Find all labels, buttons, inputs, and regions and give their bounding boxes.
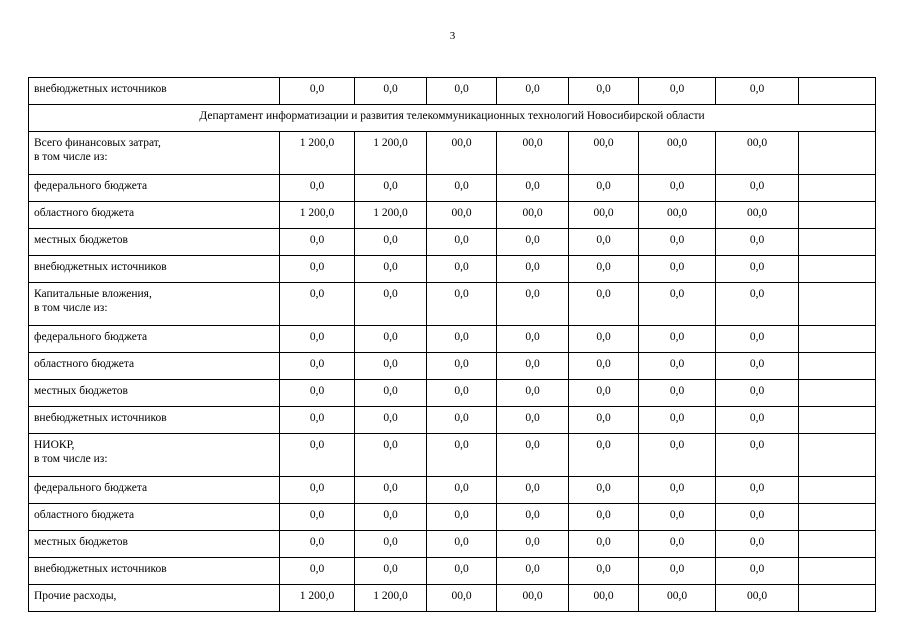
row-label — [29, 407, 280, 434]
value-cell: 0,0 — [639, 353, 716, 380]
row-label-line: федерального бюджета — [34, 482, 148, 494]
value-cell: 1 200,0 — [280, 132, 355, 175]
table-row — [29, 477, 876, 504]
value-cell: 0,0 — [427, 434, 497, 477]
value-cell: 0,0 — [497, 558, 569, 585]
row-label — [29, 504, 280, 531]
value-cell: 0,0 — [569, 477, 639, 504]
value-cell: 0,0 — [569, 531, 639, 558]
value-cell: 1 200,0 — [355, 585, 427, 612]
value-cell: 0,0 — [569, 326, 639, 353]
empty-cell — [799, 585, 876, 612]
value-cell: 0,0 — [497, 175, 569, 202]
empty-cell — [799, 353, 876, 380]
value-cell: 0,0 — [716, 504, 799, 531]
value-cell: 0,0 — [639, 78, 716, 105]
value-cell: 0,0 — [355, 434, 427, 477]
value-cell: 0,0 — [716, 434, 799, 477]
value-cell: 0,0 — [355, 326, 427, 353]
row-label — [29, 558, 280, 585]
value-cell: 0,0 — [355, 229, 427, 256]
row-label-line: местных бюджетов — [34, 385, 128, 397]
value-cell: 0,0 — [716, 229, 799, 256]
value-cell: 0,0 — [355, 558, 427, 585]
table-row — [29, 229, 876, 256]
value-cell: 1 200,0 — [280, 585, 355, 612]
value-cell: 0,0 — [639, 434, 716, 477]
table-row — [29, 434, 876, 477]
value-cell: 0,0 — [355, 175, 427, 202]
value-cell: 0,0 — [497, 326, 569, 353]
value-cell: 0,0 — [497, 477, 569, 504]
value-cell: 0,0 — [716, 558, 799, 585]
value-cell: 0,0 — [355, 477, 427, 504]
value-cell: 0,0 — [355, 283, 427, 326]
value-cell: 0,0 — [497, 283, 569, 326]
value-cell: 0,0 — [497, 229, 569, 256]
value-cell: 0,0 — [280, 229, 355, 256]
table-row — [29, 504, 876, 531]
value-cell: 0,0 — [497, 531, 569, 558]
value-cell: 0,0 — [569, 78, 639, 105]
value-cell: 0,0 — [427, 558, 497, 585]
value-cell: 00,0 — [427, 132, 497, 175]
row-label — [29, 256, 280, 283]
value-cell: 0,0 — [280, 531, 355, 558]
value-cell: 0,0 — [427, 229, 497, 256]
value-cell: 0,0 — [639, 175, 716, 202]
empty-cell — [799, 229, 876, 256]
value-cell: 0,0 — [427, 504, 497, 531]
table-row — [29, 175, 876, 202]
value-cell: 1 200,0 — [280, 202, 355, 229]
value-cell: 0,0 — [639, 229, 716, 256]
empty-cell — [799, 477, 876, 504]
value-cell: 0,0 — [569, 558, 639, 585]
empty-cell — [799, 531, 876, 558]
value-cell: 0,0 — [716, 353, 799, 380]
value-cell: 00,0 — [569, 202, 639, 229]
value-cell: 0,0 — [569, 407, 639, 434]
empty-cell — [799, 407, 876, 434]
value-cell: 0,0 — [716, 175, 799, 202]
row-label — [29, 283, 280, 326]
empty-cell — [799, 283, 876, 326]
value-cell: 0,0 — [639, 283, 716, 326]
value-cell: 0,0 — [427, 380, 497, 407]
row-label-line: местных бюджетов — [34, 234, 128, 246]
value-cell: 0,0 — [497, 78, 569, 105]
row-label — [29, 585, 280, 612]
table-row — [29, 326, 876, 353]
row-label-line: в том числе из: — [34, 453, 108, 465]
table-row — [29, 558, 876, 585]
row-label-line: федерального бюджета — [34, 331, 148, 343]
row-label-line: Всего финансовых затрат, — [34, 137, 161, 149]
value-cell: 0,0 — [427, 175, 497, 202]
row-label-line: в том числе из: — [34, 302, 108, 314]
value-cell: 00,0 — [639, 132, 716, 175]
value-cell: 0,0 — [280, 78, 355, 105]
value-cell: 0,0 — [355, 407, 427, 434]
value-cell: 0,0 — [280, 434, 355, 477]
value-cell: 00,0 — [427, 202, 497, 229]
table-row — [29, 256, 876, 283]
value-cell: 0,0 — [280, 504, 355, 531]
value-cell: 0,0 — [280, 558, 355, 585]
value-cell: 00,0 — [639, 585, 716, 612]
value-cell: 0,0 — [716, 407, 799, 434]
row-label-line: внебюджетных источников — [34, 412, 167, 424]
value-cell: 0,0 — [497, 380, 569, 407]
table-row — [29, 283, 876, 326]
value-cell: 0,0 — [427, 283, 497, 326]
row-label-line: Прочие расходы, — [34, 590, 117, 602]
empty-cell — [799, 132, 876, 175]
section-header: Департамент информатизации и развития телекоммуникационных технологий Новосибирской области — [29, 105, 876, 132]
value-cell: 0,0 — [280, 283, 355, 326]
value-cell: 00,0 — [427, 585, 497, 612]
value-cell: 0,0 — [497, 353, 569, 380]
value-cell: 00,0 — [569, 132, 639, 175]
row-label-line: местных бюджетов — [34, 536, 128, 548]
page-number: 3 — [449, 30, 456, 42]
value-cell: 0,0 — [569, 380, 639, 407]
value-cell: 0,0 — [716, 326, 799, 353]
value-cell: 0,0 — [716, 477, 799, 504]
value-cell: 00,0 — [716, 132, 799, 175]
value-cell: 0,0 — [569, 434, 639, 477]
value-cell: 0,0 — [427, 326, 497, 353]
table-row — [29, 531, 876, 558]
table-row — [29, 132, 876, 175]
value-cell: 0,0 — [280, 175, 355, 202]
value-cell: 0,0 — [355, 531, 427, 558]
row-label-line: внебюджетных источников — [34, 563, 167, 575]
value-cell: 0,0 — [639, 558, 716, 585]
value-cell: 0,0 — [280, 407, 355, 434]
table-row — [29, 407, 876, 434]
row-label — [29, 531, 280, 558]
value-cell: 0,0 — [427, 353, 497, 380]
row-label — [29, 175, 280, 202]
value-cell: 00,0 — [497, 132, 569, 175]
row-label — [29, 132, 280, 175]
value-cell: 00,0 — [497, 585, 569, 612]
value-cell: 0,0 — [569, 256, 639, 283]
value-cell: 0,0 — [497, 504, 569, 531]
empty-cell — [799, 434, 876, 477]
table-row — [29, 353, 876, 380]
row-label — [29, 477, 280, 504]
row-label-line: областного бюджета — [34, 358, 135, 370]
value-cell: 0,0 — [497, 407, 569, 434]
table-body — [29, 78, 876, 612]
empty-cell — [799, 256, 876, 283]
value-cell: 0,0 — [427, 78, 497, 105]
financing-table — [28, 77, 876, 612]
row-label — [29, 380, 280, 407]
value-cell: 1 200,0 — [355, 132, 427, 175]
table-row — [29, 78, 876, 105]
row-label — [29, 78, 280, 105]
empty-cell — [799, 78, 876, 105]
row-label — [29, 229, 280, 256]
row-label — [29, 353, 280, 380]
value-cell: 0,0 — [639, 504, 716, 531]
value-cell: 0,0 — [569, 175, 639, 202]
value-cell: 0,0 — [716, 283, 799, 326]
value-cell: 0,0 — [639, 256, 716, 283]
value-cell: 00,0 — [639, 202, 716, 229]
value-cell: 0,0 — [427, 531, 497, 558]
value-cell: 0,0 — [280, 380, 355, 407]
row-label — [29, 326, 280, 353]
table-row — [29, 585, 876, 612]
value-cell: 0,0 — [569, 504, 639, 531]
row-label-line: федерального бюджета — [34, 180, 148, 192]
value-cell: 0,0 — [716, 256, 799, 283]
empty-cell — [799, 504, 876, 531]
value-cell: 0,0 — [639, 380, 716, 407]
value-cell: 0,0 — [280, 477, 355, 504]
value-cell: 0,0 — [280, 326, 355, 353]
value-cell: 0,0 — [355, 256, 427, 283]
value-cell: 00,0 — [569, 585, 639, 612]
empty-cell — [799, 326, 876, 353]
empty-cell — [799, 175, 876, 202]
row-label-line: в том числе из: — [34, 151, 108, 163]
row-label-line: внебюджетных источников — [34, 83, 167, 95]
value-cell: 0,0 — [280, 256, 355, 283]
row-label-line: областного бюджета — [34, 207, 135, 219]
row-label-line: Капитальные вложения, — [34, 288, 152, 300]
value-cell: 0,0 — [716, 78, 799, 105]
value-cell: 0,0 — [497, 434, 569, 477]
value-cell: 0,0 — [355, 353, 427, 380]
value-cell: 0,0 — [569, 229, 639, 256]
row-label-line: внебюджетных источников — [34, 261, 167, 273]
value-cell: 0,0 — [716, 380, 799, 407]
value-cell: 0,0 — [716, 531, 799, 558]
value-cell: 00,0 — [716, 202, 799, 229]
value-cell: 0,0 — [355, 78, 427, 105]
value-cell: 0,0 — [427, 407, 497, 434]
value-cell: 00,0 — [716, 585, 799, 612]
empty-cell — [799, 202, 876, 229]
value-cell: 0,0 — [569, 353, 639, 380]
value-cell: 0,0 — [427, 256, 497, 283]
value-cell: 0,0 — [355, 380, 427, 407]
value-cell: 0,0 — [280, 353, 355, 380]
value-cell: 00,0 — [497, 202, 569, 229]
value-cell: 0,0 — [497, 256, 569, 283]
empty-cell — [799, 380, 876, 407]
table-row — [29, 202, 876, 229]
section-header-row — [29, 105, 876, 132]
value-cell: 0,0 — [639, 477, 716, 504]
value-cell: 0,0 — [355, 504, 427, 531]
row-label-line: областного бюджета — [34, 509, 135, 521]
value-cell: 0,0 — [639, 407, 716, 434]
row-label-line: НИОКР, — [34, 439, 75, 451]
row-label — [29, 202, 280, 229]
value-cell: 1 200,0 — [355, 202, 427, 229]
value-cell: 0,0 — [427, 477, 497, 504]
value-cell: 0,0 — [639, 326, 716, 353]
row-label — [29, 434, 280, 477]
table-row — [29, 380, 876, 407]
empty-cell — [799, 558, 876, 585]
value-cell: 0,0 — [639, 531, 716, 558]
value-cell: 0,0 — [569, 283, 639, 326]
